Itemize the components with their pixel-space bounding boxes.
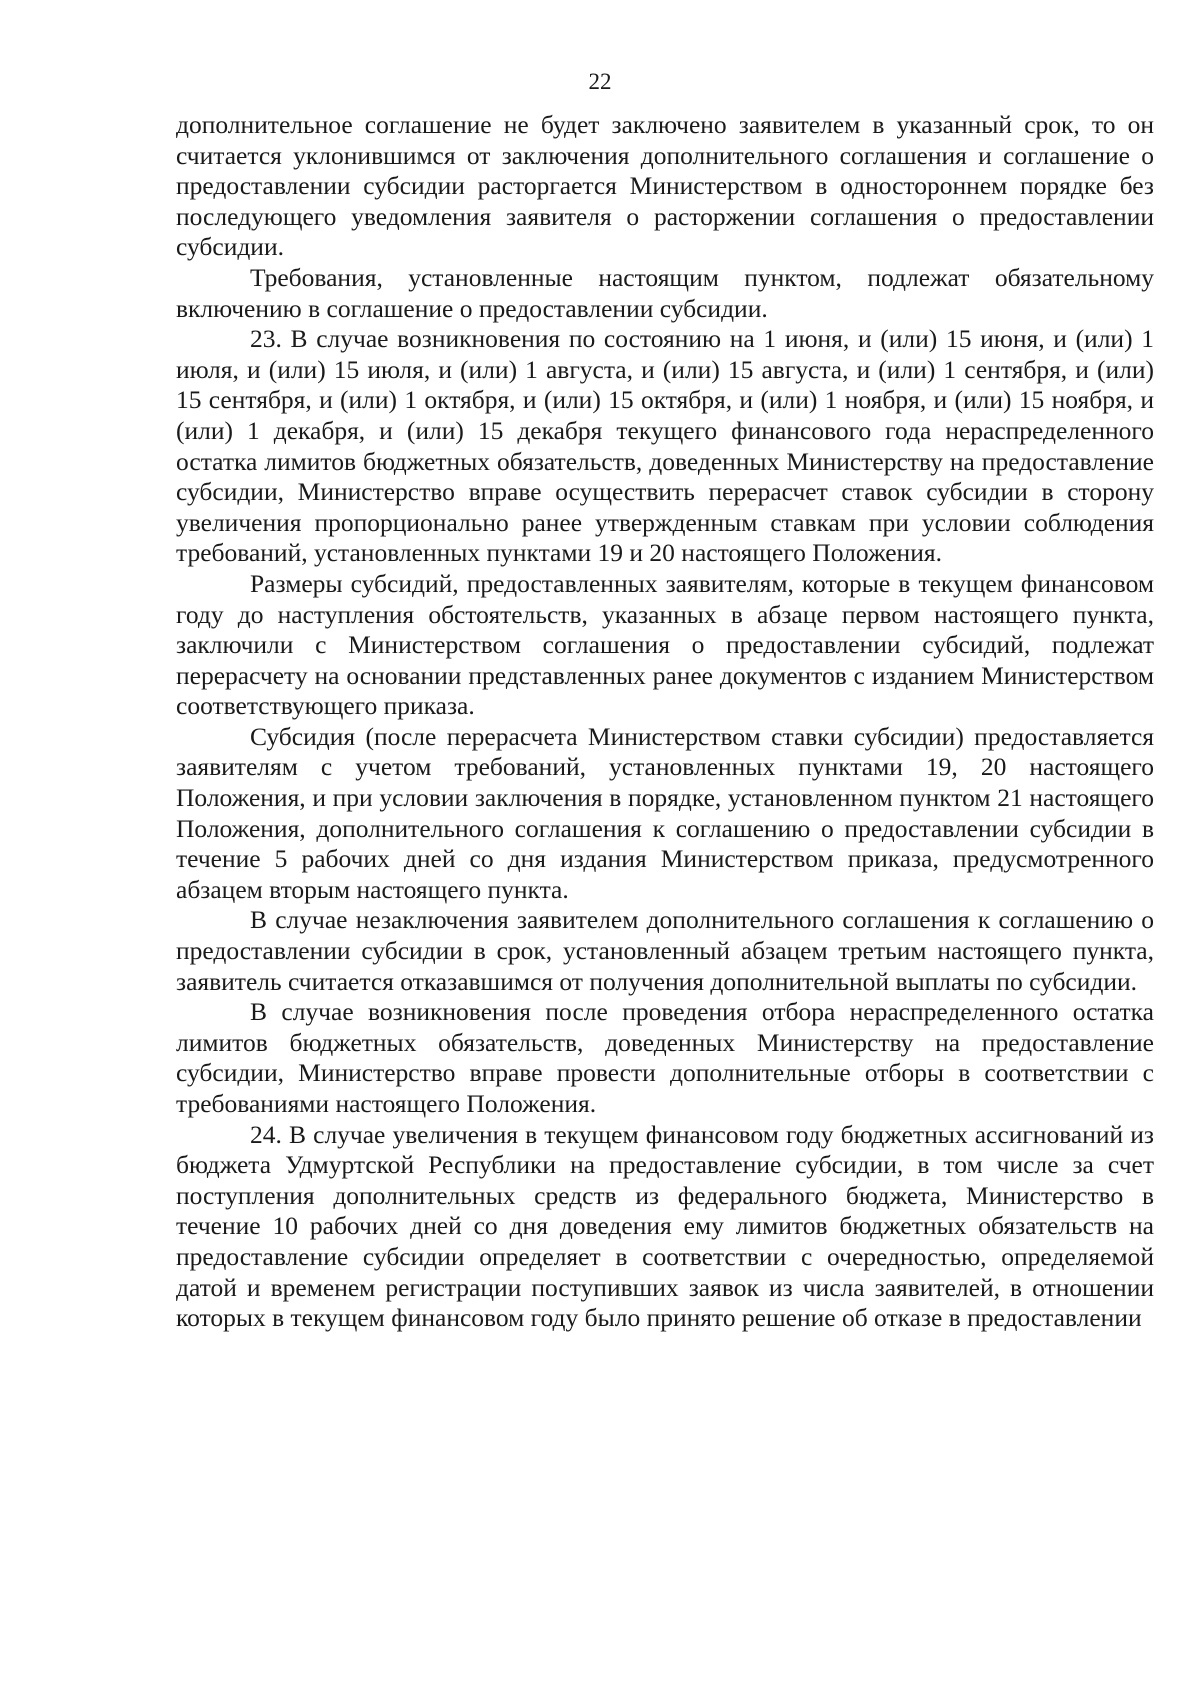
paragraph-subsidy-amounts: Размеры субсидий, предоставленных заявителям, которые в текущем финансовом году до наступления обстоятельств, указанных в абзаце первом настоящего пункта, заключили с Министерством соглашения о предоставлении субсидий, подлежат перерасчету на основании представленных ранее документов с изданием Министерством соответствующего приказа. bbox=[176, 568, 1154, 721]
page-number: 22 bbox=[588, 69, 612, 94]
paragraph-item-23: 23. В случае возникновения по состоянию на 1 июня, и (или) 15 июня, и (или) 1 июля, и (или) 15 июля, и (или) 1 августа, и (или) 15 августа, и (или) 1 сентября, и (или) 15 сентября, и (или) 1 октября, и (или) 15 октября, и (или) 1 ноября, и (или) 15 ноября, и (или) 1 декабря, и (или) 15 декабря текущего финансового года нераспределенного остатка лимитов бюджетных обязательств, доведенных Министерству на предоставление субсидии, Министерство вправе осуществить перерасчет ставок субсидии в сторону увеличения пропорционально ранее утвержденным ставкам при условии соблюдения требований, установленных пунктами 19 и 20 настоящего Положения. bbox=[176, 324, 1154, 568]
paragraph-requirements: Требования, установленные настоящим пунктом, подлежат обязательному включению в соглашение о предоставлении субсидии. bbox=[176, 262, 1154, 323]
paragraph-item-24: 24. В случае увеличения в текущем финансовом году бюджетных ассигнований из бюджета Удмуртской Республики на предоставление субсидии, в том числе за счет поступления дополнительных средств из федерального бюджета, Министерство в течение 10 рабочих дней со дня доведения ему лимитов бюджетных обязательств на предоставление субсидии определяет в соответствии с очередностью, определяемой датой и временем регистрации поступивших заявок из числа заявителей, в отношении которых в текущем финансовом году было принято решение об отказе в предоставлении bbox=[176, 1119, 1154, 1333]
paragraph-subsidy-recalculation: Субсидия (после перерасчета Министерством ставки субсидии) предоставляется заявителям с учетом требований, установленных пунктами 19, 20 настоящего Положения, и при условии заключения в порядке, установленном пунктом 21 настоящего Положения, дополнительного соглашения к соглашению о предоставлении субсидии в течение 5 рабочих дней со дня издания Министерством приказа, предусмотренного абзацем вторым настоящего пункта. bbox=[176, 721, 1154, 904]
paragraph-non-conclusion: В случае незаключения заявителем дополнительного соглашения к соглашению о предоставлении субсидии в срок, установленный абзацем третьим настоящего пункта, заявитель считается отказавшимся от получения дополнительной выплаты по субсидии. bbox=[176, 905, 1154, 996]
paragraph-continuation: дополнительное соглашение не будет заключено заявителем в указанный срок, то он считается уклонившимся от заключения дополнительного соглашения и соглашение о предоставлении субсидии расторгается Министерством в одностороннем порядке без последующего уведомления заявителя о расторжении соглашения о предоставлении субсидии. bbox=[176, 110, 1154, 262]
document-body bbox=[176, 110, 1154, 1334]
paragraph-additional-selection: В случае возникновения после проведения отбора нераспределенного остатка лимитов бюджетных обязательств, доведенных Министерству на предоставление субсидии, Министерство вправе провести дополнительные отборы в соответствии с требованиями настоящего Положения. bbox=[176, 997, 1154, 1118]
